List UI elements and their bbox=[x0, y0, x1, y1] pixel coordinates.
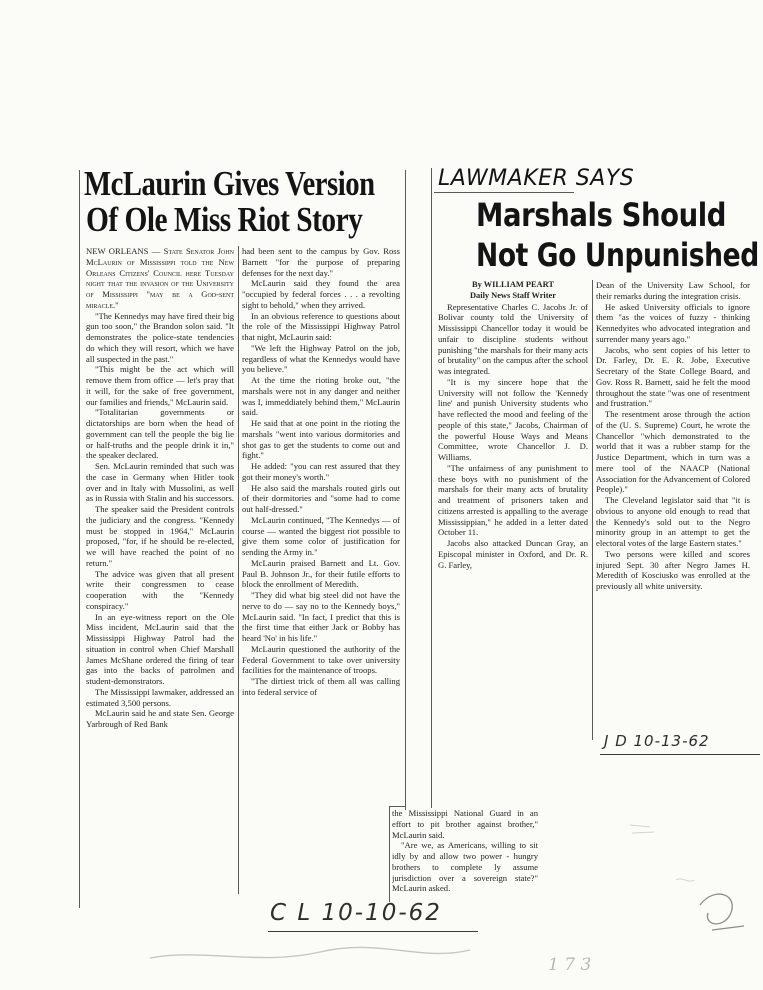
left-col1-paragraph: The advice was given that all present write their congressmen to cease cooperation with the "Kennedy conspiracy." bbox=[86, 568, 234, 611]
left-col2-paragraph: McLaurin praised Barnett and Lt. Gov. Paul B. Johnson Jr., for their futile efforts to block the enrollment of Meredith. bbox=[242, 557, 400, 590]
left-col2-paragraph: McLaurin said they found the area "occupied by federal forces . . . a revolting sight to behold," when they arrived. bbox=[242, 278, 400, 310]
right-col2-paragraph: The resentment arose through the action of the (U. S. Supreme) Court, he wrote the Chancellor "which demonstrated to the world that it was a rubber stamp for the Justice Department, which in turn was a mere tool of the NAACP (National Association for the Advancement of Colored People)." bbox=[596, 409, 750, 495]
right-col2-paragraph: The Cleveland legislator said that "it is obvious to anyone old enough to read that the Kennedy's sold out to the Negro minority group in an attempt to get the electoral votes of the large Eastern states." bbox=[596, 495, 750, 548]
left-headline-line-1: McLaurin Gives Version bbox=[84, 164, 375, 203]
byline: By WILLIAM PEART bbox=[472, 280, 554, 289]
left-headline-line-2: Of Ole Miss Riot Story bbox=[86, 200, 363, 239]
left-column-rule-2 bbox=[389, 806, 390, 902]
left-column-rule-1 bbox=[238, 246, 239, 894]
left-col2-paragraph: In an obvious reference to questions about the role of the Mississippi Highway Patrol that night, McLaurin said: bbox=[242, 310, 400, 342]
left-col1-paragraph: The speaker said the President controls the judiciary and the congress. "Kennedy must be stopped in 1964," McLaurin proposed, "for, if he should be re-elected, we will have reached the point of no return." bbox=[86, 504, 234, 568]
handwritten-date-right: J D 10-13-62 bbox=[604, 732, 710, 750]
left-col1-paragraph: "Totalitarian governments or dictatorships are born when the head of government can tell the people the big lie or half-truths and the people drink it in," the speaker declared. bbox=[86, 407, 234, 461]
left-column-3-top-rule bbox=[389, 806, 405, 807]
left-col1-paragraph: In an eye-witness report on the Ole Miss incident, McLaurin said that the Mississippi Highway Patrol had the situation in control when Chief Marshall James McShane ordered the firing of tear gas into the backs of patrolmen and student-demonstrators. bbox=[86, 611, 234, 686]
right-col2-paragraph: Two persons were killed and scores injured Sept. 30 after Negro James H. Meredith of Kosciusko was enrolled at the previously all white university. bbox=[596, 548, 750, 591]
right-article-border-left bbox=[431, 168, 432, 808]
left-col1-paragraph: McLaurin said he and state Sen. George Yarbrough of Red Bank bbox=[86, 708, 234, 729]
right-col1-paragraph: Jacobs also attacked Duncan Gray, an Episcopal minister in Oxford, and Dr. R. G. Farley, bbox=[438, 538, 588, 570]
left-col2-paragraph: McLaurin questioned the authority of the Federal Government to take over university facilities for the maintenance of troops. bbox=[242, 643, 400, 676]
right-col1-paragraph: Representative Charles C. Jacobs Jr. of Bolivar county told the University of Mississippi Chancellor today it would be unfair to discipline students without punishing "the marshals for their many acts of brutality" on the campus after the school was integrated. bbox=[438, 301, 588, 376]
handwritten-date-bottom: C L 10-10-62 bbox=[270, 900, 442, 926]
right-col1-paragraph: "It is my sincere hope that the University will not follow the 'Kennedy line' and punish University students who have reflected the mood and feeling of the people of this state," Jacobs, Chairman of the powerful House Ways and Means Committee, wrote Chancellor J. D. Williams. bbox=[438, 376, 588, 462]
staff-writer: Daily News Staff Writer bbox=[470, 290, 556, 300]
left-col3-paragraph: the Mississippi National Guard in an effort to pit brother against brother," McLaurin said. bbox=[392, 808, 538, 840]
left-col2-paragraph: He said that at one point in the rioting the marshals "went into various dormitories and shot gas to get the students to come out and fight." bbox=[242, 418, 400, 461]
left-article-border-left bbox=[79, 170, 80, 908]
right-col2-paragraph: Jacobs, who sent copies of his letter to Dr. Farley, Dr. E. R. Jobe, Executive Secretary of the State College Board, and Gov. Ross R. Barnett, said he felt the mood throughout the state "was one of resentment and frustration." bbox=[596, 344, 750, 409]
right-col2-paragraph: Dean of the University Law School, for their remarks during the integration crisis. bbox=[596, 280, 750, 301]
left-article-column-1 bbox=[86, 246, 234, 894]
faint-scrawl: 1 7 3 bbox=[548, 955, 592, 975]
left-col2-paragraph: He added: "you can rest assured that they got their money's worth." bbox=[242, 461, 400, 482]
right-col2-paragraph: He asked University officials to ignore them "as the voices of fuzzy - thinking Kennedyites who advocated integration and surrender many years ago." bbox=[596, 301, 750, 344]
left-col1-paragraph: "This might be the act which will remove them from office — let's pray that it will, for the sake of free government, our families and friends," McLaurin said. bbox=[86, 364, 234, 407]
signature-mark bbox=[700, 894, 744, 930]
left-col1-paragraph: The Mississippi lawmaker, addressed an estimated 3,500 persons. bbox=[86, 686, 234, 708]
left-col2-paragraph: He also said the marshals routed girls out of their dormitories and "some had to come out half-dressed." bbox=[242, 482, 400, 514]
left-col2-paragraph: At the time the rioting broke out, "the marshals were not in any danger and neither was I, immeddiately behind them," McLaurin said. bbox=[242, 375, 400, 418]
right-column-rule bbox=[592, 280, 593, 740]
handwritten-date-right-underline bbox=[600, 754, 760, 755]
left-col1-paragraph: Sen. McLaurin reminded that such was the case in Germany when Hitler took over and in Italy with Mussolini, as well as in Russia with Stalin and his successors. bbox=[86, 461, 234, 504]
left-col2-paragraph: "We left the Highway Patrol on the job, regardless of what the Kennedys would have you believe." bbox=[242, 342, 400, 375]
right-col1-paragraph: "The unfairness of any punishment to these boys with no punishment of the marshals for their many acts of brutality and treatment of prisoners taken and citizens arrested is appalling to the average Mississippian," he added in a letter dated October 11. bbox=[438, 462, 588, 538]
left-col2-paragraph: had been sent to the campus by Gov. Ross Barnett "for the purpose of preparing defenses for the next day." bbox=[242, 246, 400, 278]
right-headline-line-2: Not Go Unpunished bbox=[476, 236, 759, 274]
left-article-column-2 bbox=[242, 246, 400, 894]
right-headline-line-1: Marshals Should bbox=[476, 196, 727, 234]
handwritten-date-bottom-underline bbox=[268, 931, 478, 932]
kicker-underline bbox=[434, 192, 574, 193]
right-article-column-1 bbox=[438, 280, 588, 740]
left-col1-paragraph: "The Kennedys may have fired their big gun too soon," the Brandon solon said. "It demonstrates the police-state tendencies do which they will resort, which we have all suspected in the past." bbox=[86, 310, 234, 364]
left-col2-paragraph: "They did what big steel did not have the nerve to do — say no to the Kennedy boys," McLaurin said. "In fact, I predict that this is the first time that either Jack or Bobby has heard 'No' in his life." bbox=[242, 590, 400, 643]
left-col1-paragraph: NEW ORLEANS — State Senator John McLaurin of Mississippi told the New Orleans Citizens' Council here Tuesday night that the invasion of the University of Mississippi "may be a God-sent miracle." bbox=[86, 246, 234, 310]
left-article-border-right bbox=[405, 170, 406, 810]
left-col2-paragraph: McLaurin continued, "The Kennedys — of course — wanted the biggest riot possible to give them some color of justification for sending the Army in." bbox=[242, 514, 400, 557]
right-article bbox=[420, 160, 763, 850]
left-col2-paragraph: "The dirtiest trick of them all was calling into federal service of bbox=[242, 676, 400, 697]
right-kicker: LAWMAKER SAYS bbox=[438, 166, 635, 191]
right-article-column-2 bbox=[596, 280, 750, 770]
left-col3-paragraph: "Are we, as Americans, willing to sit idly by and allow two power - hungry brothers to complete ly assume jurisdiction over a sovereign state?" McLaurin asked. bbox=[392, 840, 538, 894]
faint-scribble-line bbox=[150, 947, 470, 958]
